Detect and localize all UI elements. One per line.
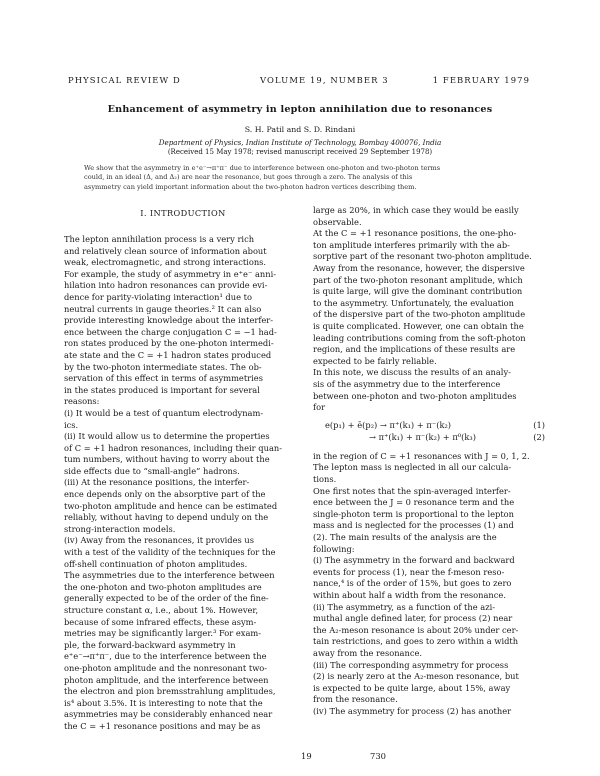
text-line: away from the resonance. (313, 647, 423, 658)
text-line: events for process (1), near the f-meson reso- (313, 566, 505, 577)
text-line: Away from the resonance, however, the dispersive (313, 262, 525, 273)
text-line: tain restrictions, and goes to zero within a width (313, 636, 519, 647)
issue-date: 1 FEBRUARY 1979 (432, 75, 530, 85)
text-line: (iv) The asymmetry for process (2) has another (313, 705, 512, 716)
paper-title: Enhancement of asymmetry in lepton annihilation due to resonances (107, 104, 493, 115)
text-line: is expected to be quite large, about 15%, away (313, 682, 511, 693)
abstract-line: We show that the asymmetry in e⁺e⁻→π⁺π⁻ due to interference between one-photon and two-photon terms (84, 164, 441, 172)
text-line: ron states produced by the one-photon intermedi- (64, 338, 274, 349)
text-line: asymmetries may be considerably enhanced near (64, 709, 273, 720)
text-line: (ii) It would allow us to determine the properties (64, 431, 270, 442)
text-line: reliably, without having to depend unduly on the (64, 512, 269, 523)
journal-name: PHYSICAL REVIEW D (68, 75, 181, 85)
text-line: nance,⁴ is of the order of 15%, but goes to zero (313, 578, 512, 589)
text-line: ence between the charge conjugation C = −1 had- (64, 326, 277, 337)
left-column-body (64, 234, 302, 733)
equation-text: e(p₁) + ē(p₂) → π⁺(k₁) + π⁻(k₂) (325, 419, 452, 430)
text-line: is quite complicated. However, one can obtain the (313, 320, 524, 331)
equation-1 (313, 420, 545, 433)
right-column-body-top (313, 205, 545, 414)
text-line: side effects due to “small-angle” hadrons. (64, 465, 240, 476)
text-line: for (313, 402, 326, 413)
text-line: is⁴ about 3.5%. It is interesting to note that the (64, 697, 263, 708)
text-line: ence depends only on the absorptive part of the (64, 489, 266, 500)
text-line: hilation into hadron resonances can provide evi- (64, 280, 268, 291)
equation-text: → π⁺(k₁) + π⁻(k₂) + π⁰(k₃) (369, 432, 476, 443)
received-dates: (Received 15 May 1978; revised manuscript received 29 September 1978) (167, 148, 433, 156)
text-line: of C = +1 hadron resonances, including their quan- (64, 442, 283, 453)
text-line: the C = +1 resonance positions and may be as (64, 720, 261, 731)
text-line: The lepton annihilation process is a very rich (64, 234, 255, 244)
text-line: two-photon amplitude and hence can be estimated (64, 500, 278, 511)
text-line: In this note, we discuss the results of an analy- (313, 367, 511, 378)
text-line: mass and is neglected for the processes (1) and (313, 520, 514, 531)
text-line: sorptive part of the resonant two-photon amplitude. (313, 251, 532, 262)
text-line: One first notes that the spin-averaged interfer- (313, 485, 511, 496)
text-line: the electron and pion bremsstrahlung amplitudes, (64, 686, 276, 697)
text-line: (2). The main results of the analysis are the (313, 532, 497, 543)
text-line: e⁺e⁻→π⁺π⁻, due to the interference between the (64, 651, 267, 662)
text-line: reasons: (64, 396, 100, 407)
text-line: following: (313, 543, 355, 554)
text-line: muthal angle defined later, for process (2) near (313, 613, 513, 624)
text-line: (i) It would be a test of quantum electrodynam- (64, 407, 264, 418)
text-line: expected to be fairly reliable. (313, 355, 437, 366)
text-line: (ii) The asymmetry, as a function of the azi- (313, 601, 496, 612)
text-line: off-shell continuation of photon amplitudes. (64, 558, 248, 569)
text-line: neutral currents in gauge theories.² It can also (64, 303, 262, 314)
text-line: The lepton mass is neglected in all our calcula- (313, 462, 512, 473)
text-line: (i) The asymmetry in the forward and backward (313, 555, 515, 566)
text-line: region, and the implications of these results are (313, 344, 516, 355)
text-line: ate state and the C = +1 hadron states produced (64, 349, 272, 360)
text-line: ics. (64, 419, 79, 430)
text-line: the A₂-meson resonance is about 20% under cer- (313, 624, 519, 635)
volume-footer-number: 19 (301, 751, 312, 761)
text-line: with a test of the validity of the techniques for the (64, 547, 276, 558)
text-line: leading contributions coming from the soft-photon (313, 332, 526, 343)
text-line: For example, the study of asymmetry in e⁺e⁻ anni- (64, 268, 277, 279)
text-line: part of the two-photon resonant amplitude, which (313, 274, 523, 285)
text-line: the one-photon and two-photon amplitudes are (64, 581, 262, 592)
right-column (313, 205, 545, 718)
text-line: is quite large, will give the dominant contribution (313, 286, 523, 297)
text-line: sis of the asymmetry due to the interference (313, 378, 501, 389)
equation-number: (1) (533, 419, 545, 430)
text-line: between one-photon and two-photon amplitudes (313, 390, 517, 401)
equation-number: (2) (533, 432, 545, 443)
text-line: (iii) At the resonance positions, the interfer- (64, 477, 250, 488)
abstract-line: could, in an ideal (Δ, and Δ₂) are near the resonance, but goes through a zero. The analysis of this (84, 173, 413, 182)
text-line: weak, electromagnetic, and strong interactions. (64, 257, 267, 268)
equation-2 (313, 432, 545, 445)
text-line: ple, the forward-backward asymmetry in (64, 639, 236, 650)
text-line: strong-interaction models. (64, 523, 176, 534)
text-line: (iv) Away from the resonances, it provides us (64, 535, 255, 546)
text-line: tions. (313, 474, 337, 485)
page-number: 730 (370, 751, 386, 761)
text-line: dence for parity-violating interaction¹ due to (64, 291, 252, 302)
text-line: structure constant α, i.e., about 1%. However, (64, 605, 259, 615)
text-line: At the C = +1 resonance positions, the one-pho- (313, 228, 517, 239)
text-line: servation of this effect in terms of asymmetries (64, 373, 263, 384)
text-line: to the asymmetry. Unfortunately, the evaluation (313, 297, 515, 308)
text-line: (iii) The corresponding asymmetry for process (313, 659, 509, 670)
text-line: large as 20%, in which case they would be easily (313, 205, 519, 215)
text-line: photon amplitude, and the interference between (64, 674, 269, 685)
section-heading: I. INTRODUCTION (140, 208, 226, 218)
text-line: metries may be significantly larger.³ For exam- (64, 628, 262, 639)
text-line: tum numbers, without having to worry about the (64, 454, 270, 465)
volume-number: VOLUME 19, NUMBER 3 (260, 75, 389, 85)
affiliation: Department of Physics, Indian Institute of Technology, Bombay 400076, India (158, 138, 442, 147)
text-line: generally expected to be of the order of the fine- (64, 593, 269, 604)
text-line: ton amplitude interferes primarily with the ab- (313, 239, 510, 250)
text-line: and relatively clean source of information about (64, 245, 267, 256)
text-line: in the states produced is important for several (64, 384, 260, 395)
text-line: provide interesting knowledge about the interfer- (64, 315, 274, 326)
text-line: from the resonance. (313, 694, 398, 705)
text-line: one-photon amplitude and the nonresonant two- (64, 662, 268, 673)
text-line: in the region of C = +1 resonances with J = 0, 1, 2. (313, 450, 530, 461)
abstract-line: asymmetry can yield important information about the two-photon hadron vertices describing them. (84, 182, 417, 191)
text-line: of the dispersive part of the two-photon amplitude (313, 309, 526, 320)
text-line: ence between the J = 0 resonance term and the (313, 497, 515, 508)
left-column (64, 206, 302, 733)
text-line: The asymmetries due to the interference between (64, 570, 275, 581)
text-line: observable. (313, 216, 362, 227)
right-column-body-bottom (313, 451, 545, 718)
authors: S. H. Patil and S. D. Rindani (244, 125, 356, 134)
text-line: because of some infrared effects, these asym- (64, 616, 257, 627)
text-line: single-photon term is proportional to the lepton (313, 508, 515, 519)
text-line: (2) is nearly zero at the A₂-meson resonance, but (313, 671, 519, 682)
text-line: by the two-photon intermediate states. The ob- (64, 361, 262, 372)
abstract (84, 164, 516, 192)
text-line: within about half a width from the resonance. (313, 590, 506, 600)
